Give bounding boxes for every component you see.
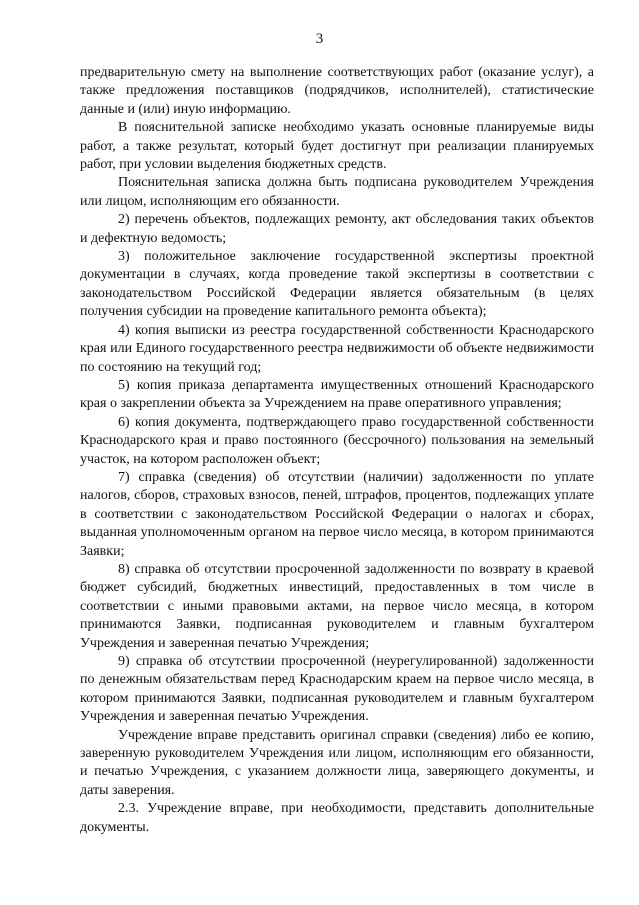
list-item-9: 9) справка об отсутствии просроченной (неурегулированной) задолженности по денежным обязательствам перед Краснодарским краем на первое число месяца, в котором принимаются Заявки, подписанная руководителем и главным бухгалтером Учреждения и заверенная печатью Учреждения.	[80, 654, 594, 725]
paragraph-note-signature: Пояснительная записка должна быть подписана руководителем Учреждения или лицом, исполняющим его обязанности.	[80, 175, 594, 209]
clause-2-3: 2.3. Учреждение вправе, при необходимости, представить дополнительные документы.	[80, 801, 594, 835]
list-item-6: 6) копия документа, подтверждающего право государственной собственности Краснодарского края и право постоянного (бессрочного) пользования на земельный участок, на котором расположен объект;	[80, 414, 594, 467]
list-item-2: 2) перечень объектов, подлежащих ремонту, акт обследования таких объектов и дефектную ведомость;	[80, 212, 594, 246]
page-number: 3	[315, 31, 324, 47]
list-item-8: 8) справка об отсутствии просроченной задолженности по возврату в краевой бюджет субсидий, бюджетных инвестиций, предоставленных в том числе в соответствии с иными правовыми актами, на первое число месяца, в котором принимаются Заявки, подписанная руководителем и главным бухгалтером Учреждения и заверенная печатью Учреждения;	[80, 561, 594, 651]
list-item-7: 7) справка (сведения) об отсутствии (наличии) задолженности по уплате налогов, сборов, страховых взносов, пеней, штрафов, процентов, подлежащих уплате в соответствии с законодательством Российской Федерации о налогах и сборах, выданная уполномоченным органом на первое число месяца, в котором принимаются Заявки;	[80, 469, 594, 559]
document-body	[80, 64, 594, 837]
list-item-4: 4) копия выписки из реестра государственной собственности Краснодарского края или Единого государственного реестра недвижимости об объекте недвижимости по состоянию на текущий год;	[80, 322, 594, 375]
paragraph-explanatory-note: В пояснительной записке необходимо указать основные планируемые виды работ, а также результат, который будет достигнут при реализации планируемых работ, при условии выделения бюджетных средств.	[80, 120, 594, 173]
list-item-5: 5) копия приказа департамента имущественных отношений Краснодарского края о закреплении объекта за Учреждением на праве оперативного управления;	[80, 377, 594, 412]
list-item-3: 3) положительное заключение государственной экспертизы проектной документации в случаях, когда проведение такой экспертизы в соответствии с законодательством Российской Федерации является обязательным (в целях получения субсидии на проведение капитального ремонта объекта);	[80, 249, 594, 320]
paragraph-continuation: предварительную смету на выполнение соответствующих работ (оказание услуг), а также предложения поставщиков (подрядчиков, исполнителей), статистические данные и (или) иную информацию.	[80, 65, 594, 117]
paragraph-original-copy: Учреждение вправе представить оригинал справки (сведения) либо ее копию, заверенную руководителем Учреждения или лицом, исполняющим его обязанности, и печатью Учреждения, с указанием должности лица, заверяющего документы, и даты заверения.	[80, 727, 594, 798]
